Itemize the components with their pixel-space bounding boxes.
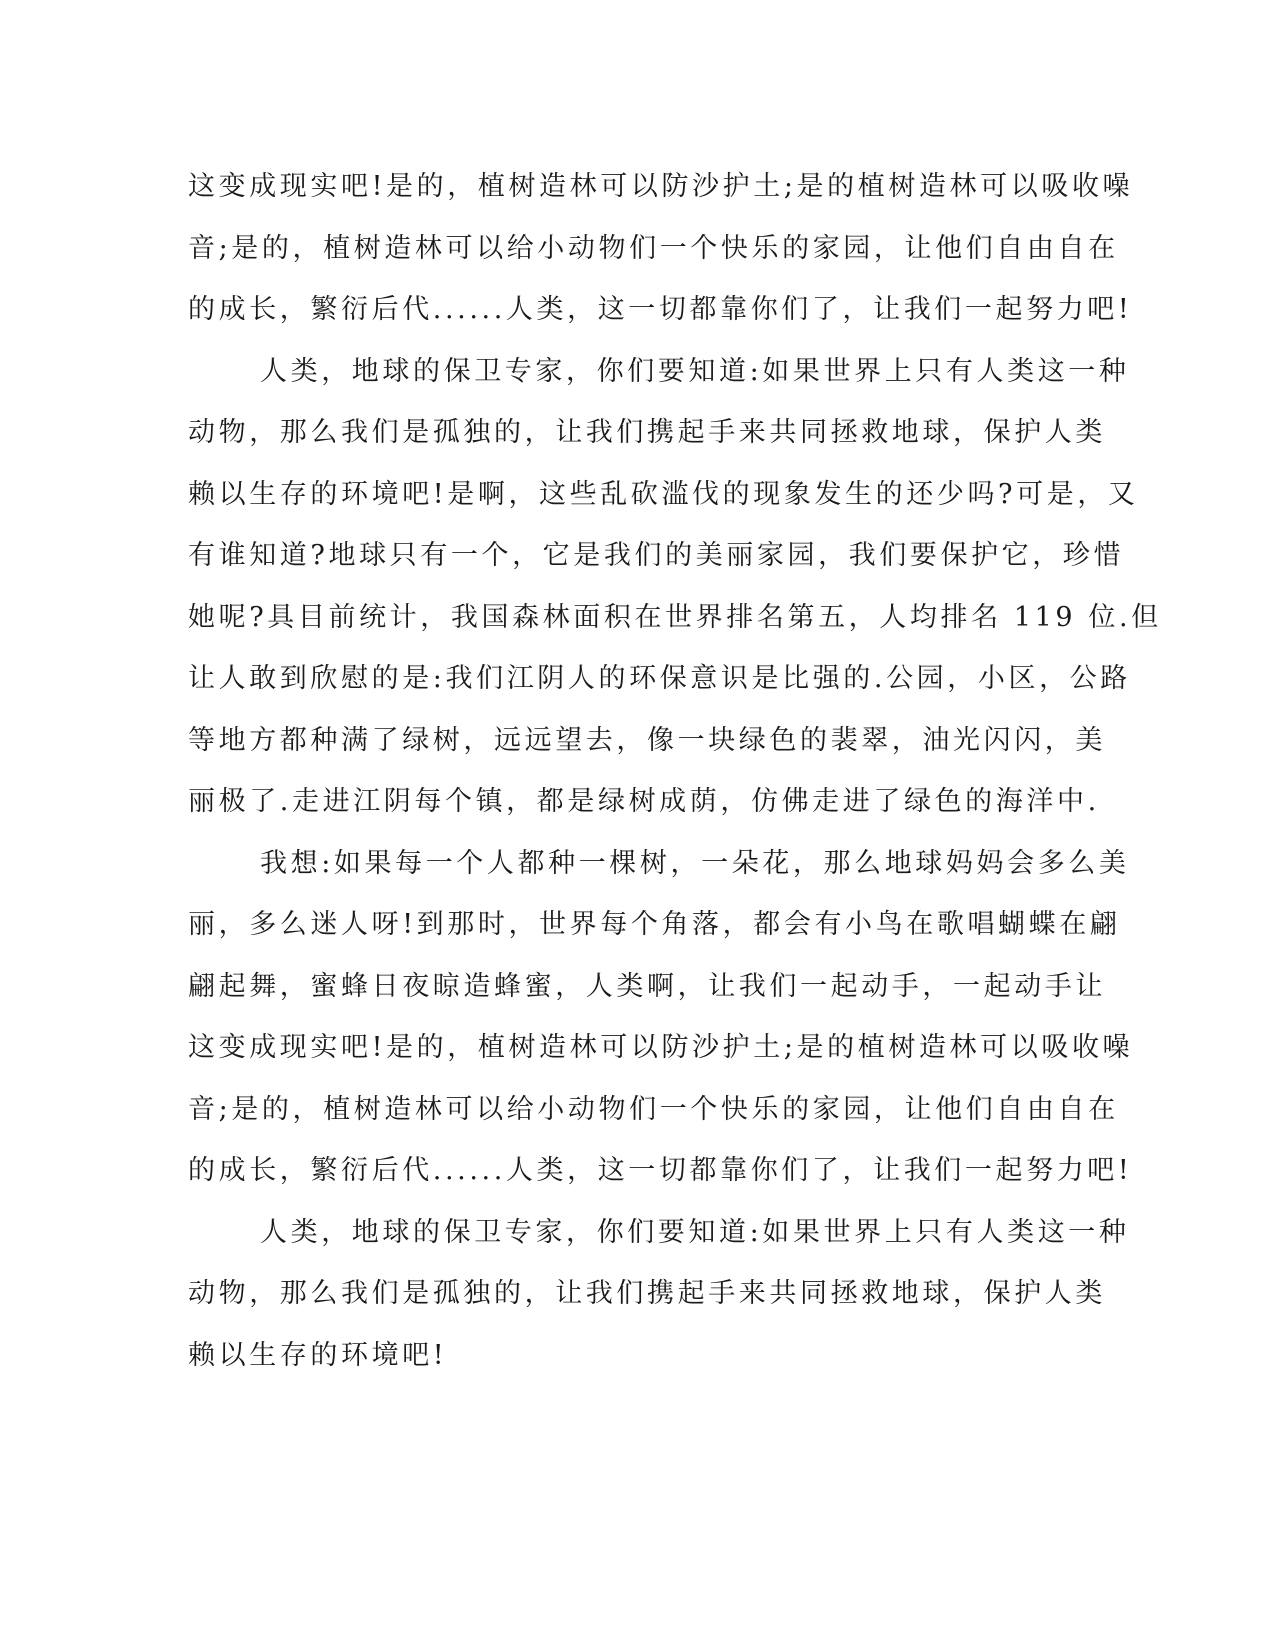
text-line: 音;是的，植树造林可以给小动物们一个快乐的家园，让他们自由自在: [188, 232, 1119, 264]
text-line: 的成长，繁衍后代......人类，这一切都靠你们了，让我们一起努力吧!: [188, 294, 1133, 325]
text-line: 这变成现实吧!是的，植树造林可以防沙护土;是的植树造林可以吸收噪: [188, 171, 1134, 202]
text-line: 的成长，繁衍后代......人类，这一切都靠你们了，让我们一起努力吧!: [188, 1155, 1133, 1186]
text-line: 音;是的，植树造林可以给小动物们一个快乐的家园，让他们自由自在: [188, 1093, 1119, 1125]
text-line: 人类，地球的保卫专家，你们要知道:如果世界上只有人类这一种: [260, 355, 1130, 387]
text-line: 丽极了.走进江阴每个镇，都是绿树成荫，仿佛走进了绿色的海洋中.: [188, 786, 1100, 817]
text-line: 这变成现实吧!是的，植树造林可以防沙护土;是的植树造林可以吸收噪: [188, 1032, 1134, 1063]
document-body: [188, 156, 1162, 1386]
text-line: 人类，地球的保卫专家，你们要知道:如果世界上只有人类这一种: [260, 1216, 1130, 1248]
text-line: 等地方都种满了绿树，远远望去，像一块绿色的裴翠，油光闪闪，美: [188, 724, 1106, 756]
text-line: 她呢?具目前统计，我国森林面积在世界排名第五，人均排名 119 位.但: [188, 601, 1162, 633]
text-line: 我想:如果每一个人都种一棵树，一朵花，那么地球妈妈会多么美: [260, 847, 1130, 879]
text-line: 动物，那么我们是孤独的，让我们携起手来共同拯救地球，保护人类: [188, 417, 1106, 448]
text-line: 有谁知道?地球只有一个，它是我们的美丽家园，我们要保护它，珍惜: [188, 540, 1125, 571]
text-line: 让人敢到欣慰的是:我们江阴人的环保意识是比强的.公园，小区，公路: [188, 663, 1131, 694]
text-line: 赖以生存的环境吧!是啊，这些乱砍滥伐的现象发生的还少吗?可是，又: [188, 478, 1139, 510]
text-line: 赖以生存的环境吧!: [188, 1339, 448, 1371]
text-line: 动物，那么我们是孤独的，让我们携起手来共同拯救地球，保护人类: [188, 1278, 1106, 1309]
text-line: 翩起舞，蜜蜂日夜晾造蜂蜜，人类啊，让我们一起动手，一起动手让: [188, 970, 1106, 1002]
text-line: 丽，多么迷人呀!到那时，世界每个角落，都会有小鸟在歌唱蝴蝶在翩: [188, 909, 1121, 940]
